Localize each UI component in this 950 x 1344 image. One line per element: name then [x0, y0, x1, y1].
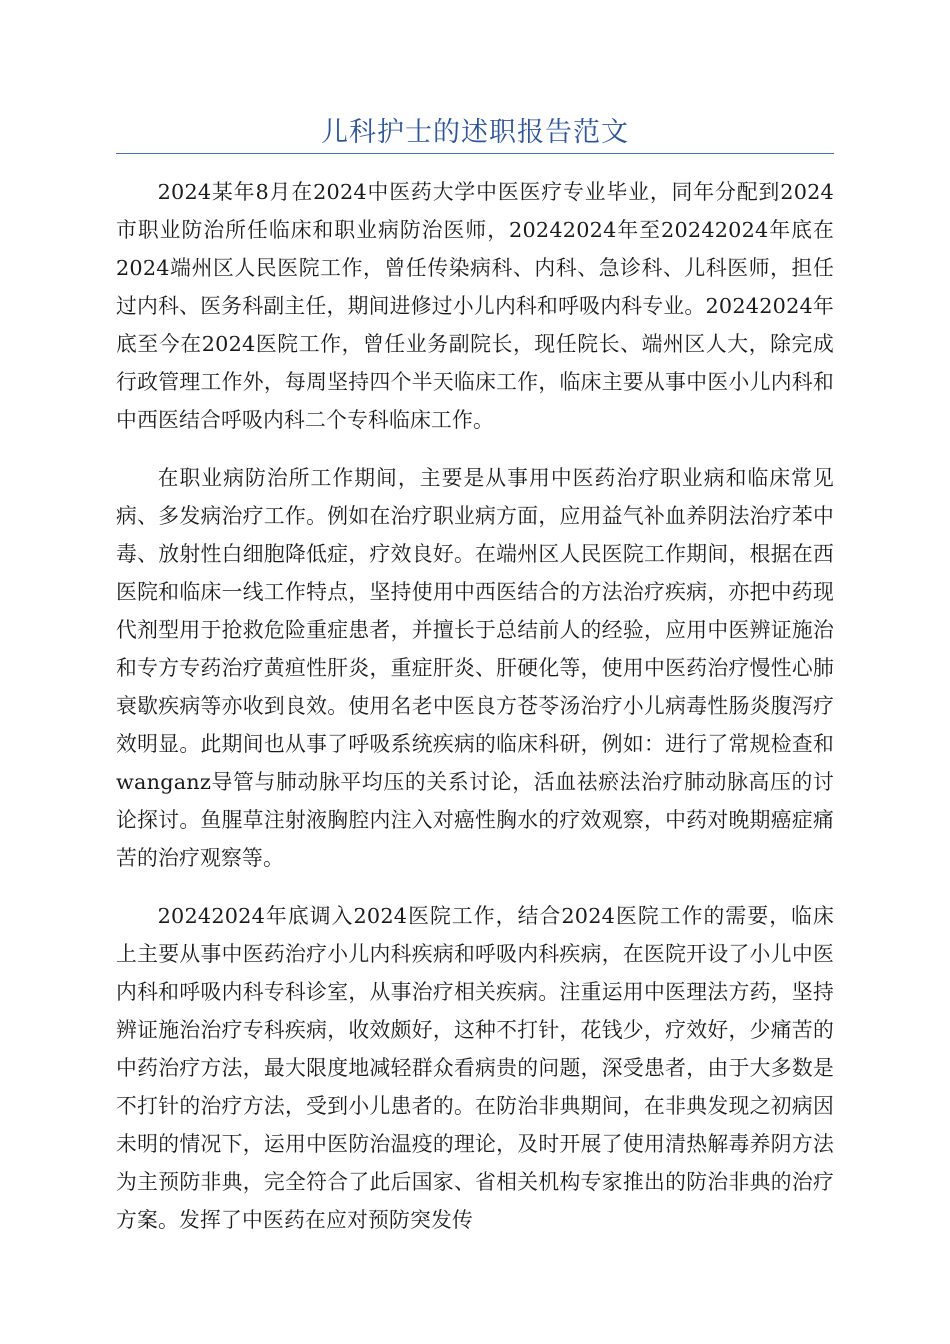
paragraph-3: 20242024年底调入2024医院工作，结合2024医院工作的需要，临床上主要从事中医药治疗小儿内科疾病和呼吸内科疾病，在医院开设了小儿中医内科和呼吸内科专科诊室，从事治疗相关疾病。注重运用中医理法方药，坚持辨证施治治疗专科疾病，收效颇好，这种不打针，花钱少，疗效好，少痛苦的中药治疗方法，最大限度地减轻群众看病贵的问题，深受患者，由于大多数是不打针的治疗方法，受到小儿患者的。在防治非典期间，在非典发现之初病因未明的情况下，运用中医防治温疫的理论，及时开展了使用清热解毒养阴方法为主预防非典，完全符合了此后国家、省相关机构专家推出的防治非典的治疗方案。发挥了中医药在应对预防突发传 [116, 904, 834, 1232]
document-title: 儿科护士的述职报告范文 [321, 117, 629, 148]
paragraph-1: 2024某年8月在2024中医药大学中医医疗专业毕业，同年分配到2024市职业防治所任临床和职业病防治医师，20242024年至20242024年底在2024端州区人民医院工作，曾任传染病科、内科、急诊科、儿科医师，担任过内科、医务科副主任，期间进修过小儿内科和呼吸内科专业。20242024年底至今在2024医院工作，曾任业务副院长，现任院长、端州区人大，除完成行政管理工作外，每周坚持四个半天临床工作，临床主要从事中医小儿内科和中西医结合呼吸内科二个专科临床工作。 [116, 180, 834, 432]
document-body [116, 173, 834, 1259]
paragraph-2: 在职业病防治所工作期间，主要是从事用中医药治疗职业病和临床常见病、多发病治疗工作。例如在治疗职业病方面，应用益气补血养阴法治疗苯中毒、放射性白细胞降低症，疗效良好。在端州区人民医院工作期间，根据在西医院和临床一线工作特点，坚持使用中西医结合的方法治疗疾病，亦把中药现代剂型用于抢救危险重症患者，并擅长于总结前人的经验，应用中医辨证施治和专方专药治疗黄疸性肝炎，重症肝炎、肝硬化等，使用中医药治疗慢性心肺衰歇疾病等亦收到良效。使用名老中医良方苍苓汤治疗小儿病毒性肠炎腹泻疗效明显。此期间也从事了呼吸系统疾病的临床科研，例如：进行了常规检查和wanganz导管与肺动脉平均压的关系讨论，活血祛瘀法治疗肺动脉高压的讨论探讨。鱼腥草注射液胸腔内注入对癌性胸水的疗效观察，中药对晚期癌症痛苦的治疗观察等。 [116, 466, 834, 870]
title-underline [116, 153, 834, 154]
